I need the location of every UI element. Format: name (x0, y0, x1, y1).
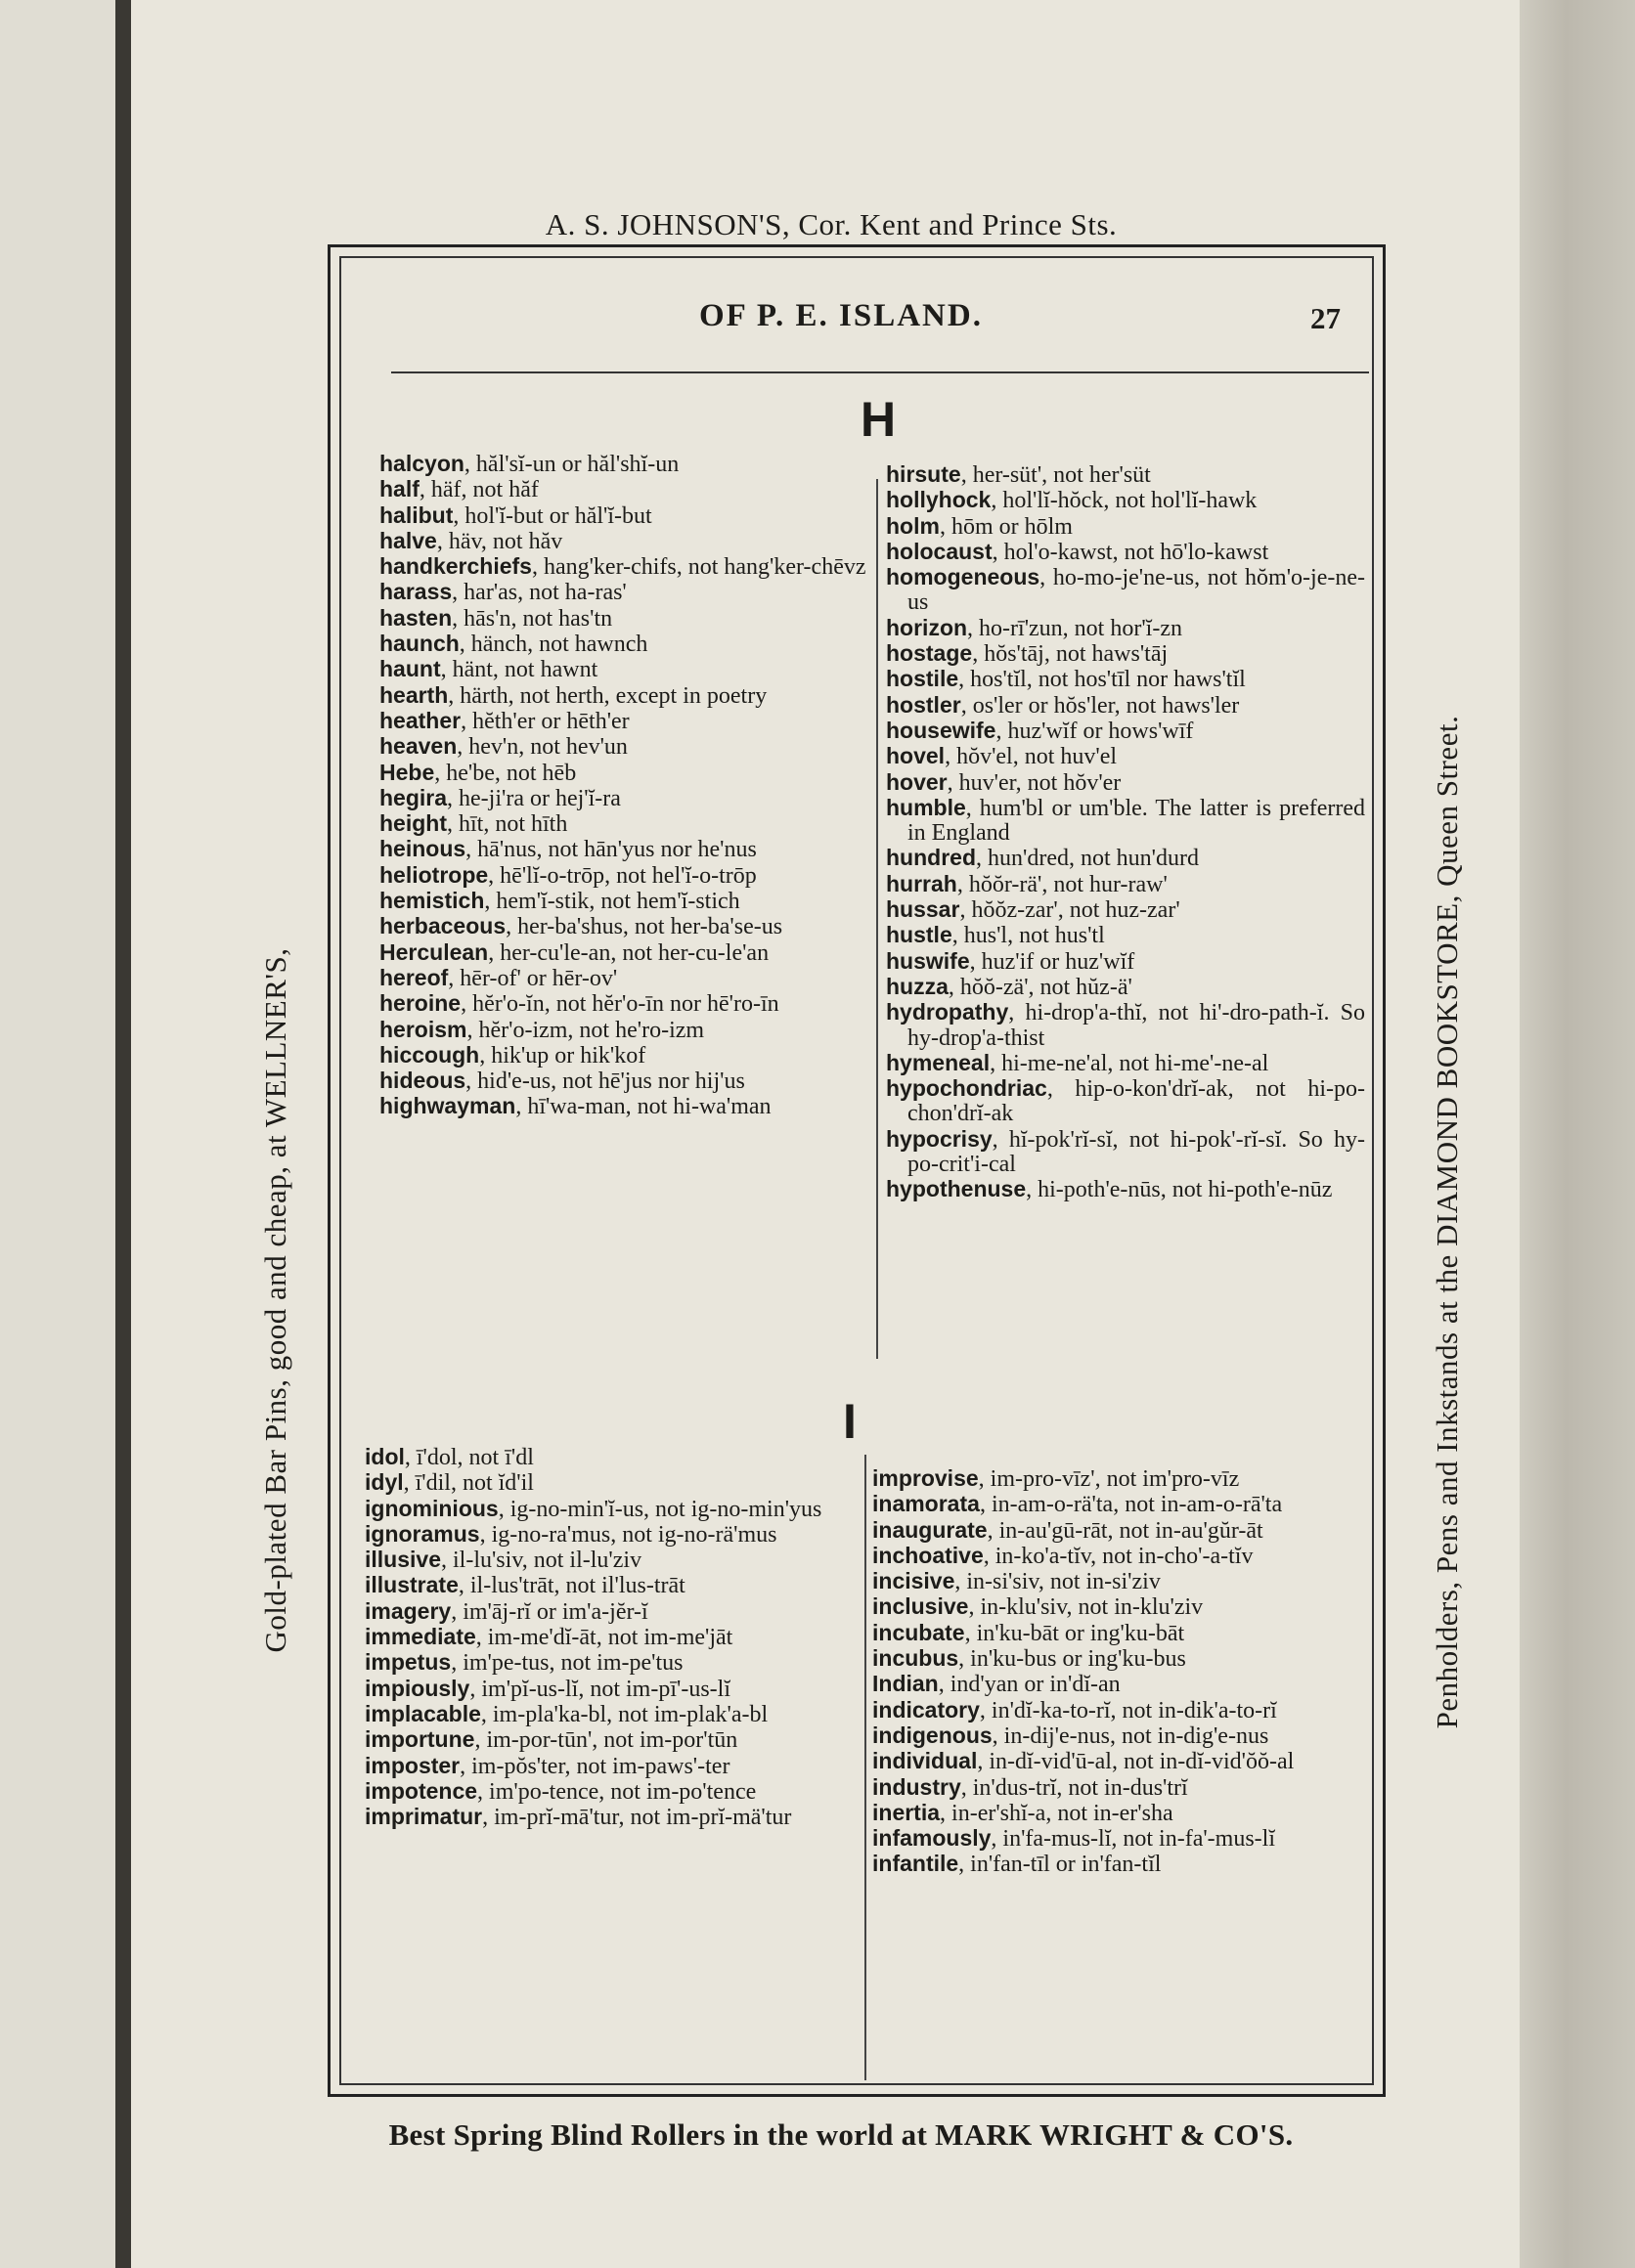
headword: hussar (886, 896, 960, 923)
section-letter-i: I (843, 1394, 857, 1449)
glossary-entry (872, 1492, 1351, 1517)
pronunciation: , hos'tĭl, not hos'tīl nor haws'tĭl (958, 667, 1246, 693)
glossary-entry (379, 683, 868, 709)
pronunciation: , har'as, not ha-ras' (452, 580, 627, 606)
headword: huswife (886, 947, 970, 974)
pronunciation: , im'pĭ-us-lĭ, not im-pī'-us-lĭ (469, 1676, 730, 1702)
glossary-entry (872, 1698, 1351, 1723)
headword: heinous (379, 836, 466, 862)
headword: impiously (365, 1675, 470, 1701)
running-head: OF P. E. ISLAND. (699, 298, 983, 333)
headword: immediate (365, 1624, 476, 1650)
glossary-entry (365, 1677, 854, 1702)
headword: impetus (365, 1649, 452, 1676)
pronunciation: , hŏv'el, not huv'el (945, 744, 1118, 770)
pronunciation: , hŏŏ-zä', not hŭz-ä' (948, 974, 1132, 1000)
headword: inclusive (872, 1593, 969, 1620)
headword: hegira (379, 784, 448, 810)
headword: imposter (365, 1752, 461, 1778)
headword: harass (379, 579, 453, 605)
headword: ignoramus (365, 1520, 480, 1547)
pronunciation: , huz'if or huz'wĭf (969, 948, 1135, 975)
glossary-entry (872, 1826, 1351, 1852)
pronunciation: , hol'ĭ-but or hăl'ĭ-but (453, 502, 652, 529)
glossary-entry (379, 632, 868, 657)
headword: huzza (886, 973, 949, 999)
headword: idyl (365, 1469, 404, 1496)
glossary-entry (886, 1127, 1365, 1178)
pronunciation: , her-cu'le-an, not her-cu-le'an (488, 939, 770, 966)
glossary-entry (886, 565, 1365, 616)
headword: hasten (379, 604, 453, 631)
glossary-entry (365, 1548, 854, 1573)
glossary-entry (379, 477, 868, 502)
glossary-entry (365, 1702, 854, 1727)
pronunciation: , in-si'siv, not in-si'ziv (954, 1569, 1161, 1595)
glossary-entry (872, 1544, 1351, 1569)
page-number: 27 (1310, 301, 1341, 335)
glossary-entry (886, 897, 1365, 923)
pronunciation: , ho-rī'zun, not hor'ĭ-zn (967, 615, 1182, 641)
pronunciation: , in-am-o-rä'ta, not in-am-o-rā'ta (979, 1492, 1283, 1518)
headword: ignominious (365, 1495, 499, 1521)
pronunciation: , ind'yan or in'dĭ-an (938, 1672, 1121, 1698)
glossary-entry (379, 811, 868, 837)
headword: haunt (379, 656, 441, 682)
pronunciation: , hi-me-ne'al, not hi-me'-ne-al (990, 1050, 1269, 1076)
pronunciation: , hun'dred, not hun'durd (976, 846, 1199, 872)
glossary-entry (365, 1599, 854, 1625)
pronunciation: , in'ku-bus or ing'ku-bus (958, 1646, 1186, 1673)
headword: incubate (872, 1619, 965, 1645)
pronunciation: , hänch, not hawnch (459, 632, 648, 658)
pronunciation: , hi-poth'e-nūs, not hi-poth'e-nūz (1026, 1177, 1333, 1203)
pronunciation: , hōm or hōlm (939, 513, 1073, 540)
headword: impotence (365, 1777, 478, 1804)
glossary-entry (379, 529, 868, 554)
pronunciation: , hi-drop'a-thĭ, not hi'-dro-path-ĭ. So hy-drop'a-thist (907, 1000, 1365, 1051)
pronunciation: , ig-no-min'ĭ-us, not ig-no-min'yus (498, 1496, 822, 1522)
glossary-entry (886, 719, 1365, 744)
pronunciation: , hol'lĭ-hŏck, not hol'lĭ-hawk (991, 488, 1258, 514)
headword: inamorata (872, 1491, 980, 1517)
headword: humble (886, 794, 966, 820)
headword: half (379, 476, 420, 502)
headword: Hebe (379, 759, 435, 785)
pronunciation: , in-au'gū-rāt, not in-au'gŭr-āt (987, 1517, 1263, 1544)
page-edge (1520, 0, 1635, 2268)
headword: hover (886, 768, 948, 795)
glossary-entry (365, 1727, 854, 1753)
pronunciation: , hās'n, not has'tn (452, 605, 613, 632)
glossary-entry (886, 540, 1365, 565)
pronunciation: , os'ler or hŏs'ler, not haws'ler (960, 692, 1240, 719)
headword: hereof (379, 964, 449, 990)
pronunciation: , ī'dol, not ī'dl (404, 1445, 534, 1470)
glossary-entry (886, 872, 1365, 897)
glossary-column-h-left (379, 452, 868, 1120)
glossary-entry (872, 1775, 1351, 1801)
pronunciation: , hol'o-kawst, not hō'lo-kawst (992, 539, 1269, 565)
glossary-entry (379, 657, 868, 682)
glossary-entry (886, 846, 1365, 871)
left-page-margin (0, 0, 127, 2268)
pronunciation: , in-dij'e-nus, not in-dig'e-nus (992, 1723, 1269, 1749)
glossary-entry (365, 1573, 854, 1598)
pronunciation: , im'po-tence, not im-po'tence (477, 1778, 757, 1805)
glossary-entry (365, 1650, 854, 1676)
pronunciation: , häf, not hăf (419, 477, 539, 503)
headword: handkerchiefs (379, 553, 532, 580)
pronunciation: , im-pŏs'ter, not im-paws'-ter (460, 1753, 730, 1779)
right-side-advertisement: Penholders, Pens and Inkstands at the DIAMOND BOOKSTORE, Queen Street. (1430, 715, 1464, 1729)
glossary-entry (886, 1177, 1365, 1202)
pronunciation: , in-er'shĭ-a, not in-er'sha (940, 1800, 1173, 1826)
glossary-entry (886, 770, 1365, 796)
pronunciation: , huz'wĭf or hows'wīf (995, 718, 1194, 744)
pronunciation: , hĕth'er or hēth'er (461, 708, 630, 734)
glossary-entry (886, 462, 1365, 488)
glossary-entry (886, 949, 1365, 975)
pronunciation: , huv'er, not hŏv'er (947, 769, 1122, 796)
headword: heroine (379, 990, 462, 1017)
glossary-entry (886, 975, 1365, 1000)
pronunciation: , in'fan-tīl or in'fan-tĭl (958, 1852, 1162, 1878)
headword: industry (872, 1773, 961, 1800)
glossary-entry (365, 1470, 854, 1496)
glossary-column-h-right (886, 462, 1365, 1203)
glossary-entry (379, 786, 868, 811)
glossary-entry (886, 796, 1365, 847)
glossary-entry (886, 923, 1365, 948)
headword: hostler (886, 691, 961, 718)
headword: hypocrisy (886, 1125, 993, 1152)
pronunciation: , he-ji'ra or hej'ĭ-ra (447, 785, 621, 811)
headword: housewife (886, 717, 996, 743)
glossary-entry (379, 1018, 868, 1043)
pronunciation: , hĭ-pok'rĭ-sĭ, not hi-pok'-rĭ-sĭ. So hy-po-crit'i-cal (907, 1126, 1365, 1178)
headword: hideous (379, 1068, 466, 1094)
pronunciation: , im-pro-vīz', not im'pro-vīz (978, 1466, 1240, 1492)
pronunciation: , he'be, not hēb (434, 760, 577, 786)
glossary-entry (886, 1051, 1365, 1076)
pronunciation: , hip-o-kon'drĭ-ak, not hi-po-chon'drĭ-ak (907, 1076, 1365, 1127)
pronunciation: , in'ku-bāt or ing'ku-bāt (964, 1620, 1185, 1646)
headword: hymeneal (886, 1049, 991, 1075)
glossary-entry (886, 744, 1365, 769)
pronunciation: , hus'l, not hus'tl (951, 923, 1105, 949)
glossary-entry (365, 1497, 854, 1522)
headword: heroism (379, 1016, 467, 1042)
glossary-entry (379, 991, 868, 1017)
pronunciation: , im'pe-tus, not im-pe'tus (451, 1650, 684, 1677)
pronunciation: , häv, not hăv (436, 528, 563, 554)
pronunciation: , im'āj-rĭ or im'a-jĕr-ĭ (451, 1598, 648, 1625)
headword: holocaust (886, 538, 993, 564)
pronunciation: , il-lus'trāt, not il'lus-trāt (458, 1573, 685, 1599)
headword: inaugurate (872, 1516, 988, 1543)
glossary-entry (379, 914, 868, 939)
glossary-entry (886, 514, 1365, 540)
pronunciation: , in'fa-mus-lĭ, not in-fa'-mus-lĭ (991, 1826, 1276, 1853)
pronunciation: , hĕr'o-izm, not he'ro-izm (466, 1017, 705, 1043)
headword: imagery (365, 1597, 452, 1624)
headword: inertia (872, 1799, 941, 1825)
pronunciation: , ig-no-ra'mus, not ig-no-rä'mus (479, 1521, 777, 1548)
glossary-entry (365, 1445, 854, 1470)
headword: heaven (379, 733, 458, 760)
headword: indigenous (872, 1722, 993, 1748)
headword: infantile (872, 1851, 959, 1877)
pronunciation: , hid'e-us, not hē'jus nor hij'us (465, 1069, 745, 1095)
pronunciation: , in-klu'siv, not in-klu'ziv (968, 1594, 1204, 1621)
pronunciation: , hā'nus, not hān'yus nor he'nus (465, 837, 757, 863)
headword: importune (365, 1726, 475, 1753)
glossary-entry (365, 1625, 854, 1650)
top-advertisement: A. S. JOHNSON'S, Cor. Kent and Prince Sts. (545, 207, 1118, 241)
glossary-entry (872, 1621, 1351, 1646)
headword: indicatory (872, 1696, 980, 1723)
headword: hurrah (886, 870, 957, 896)
headword: illusive (365, 1547, 441, 1573)
headword: hypothenuse (886, 1176, 1027, 1202)
header-rule (391, 371, 1369, 373)
glossary-entry (886, 616, 1365, 641)
glossary-entry (379, 503, 868, 529)
pronunciation: , in'dĭ-ka-to-rĭ, not in-dik'a-to-rĭ (979, 1697, 1277, 1723)
glossary-entry (872, 1569, 1351, 1594)
glossary-entry (379, 606, 868, 632)
glossary-entry (365, 1779, 854, 1805)
pronunciation: , hänt, not hawnt (440, 657, 598, 683)
glossary-column-i-right (872, 1466, 1351, 1878)
glossary-entry (886, 693, 1365, 719)
pronunciation: , hī'wa-man, not hi-wa'man (515, 1094, 772, 1120)
headword: herbaceous (379, 913, 507, 939)
glossary-entry (365, 1754, 854, 1779)
headword: hemistich (379, 888, 485, 914)
pronunciation: , hŏs'tāj, not haws'tāj (972, 641, 1169, 668)
glossary-entry (379, 1069, 868, 1094)
glossary-entry (379, 452, 868, 477)
pronunciation: , hik'up or hik'kof (479, 1042, 646, 1069)
glossary-column-i-left (365, 1445, 854, 1830)
glossary-entry (886, 1076, 1365, 1127)
glossary-entry (886, 667, 1365, 692)
glossary-entry (872, 1594, 1351, 1620)
headword: hostage (886, 640, 973, 667)
headword: halibut (379, 502, 454, 528)
glossary-entry (872, 1801, 1351, 1826)
pronunciation: , hīt, not hīth (447, 811, 568, 838)
headword: hypochondriac (886, 1075, 1047, 1102)
left-side-advertisement: Gold-plated Bar Pins, good and cheap, at WELLNER'S, (258, 947, 292, 1653)
pronunciation: , her-süt', not her'süt (960, 462, 1151, 488)
glossary-entry (379, 940, 868, 966)
pronunciation: , in-dĭ-vid'ū-al, not in-dĭ-vid'ŏŏ-al (977, 1749, 1295, 1775)
pronunciation: , im-por-tūn', not im-por'tūn (474, 1727, 738, 1754)
pronunciation: , in'dus-trĭ, not in-dus'trĭ (960, 1774, 1188, 1801)
glossary-entry (379, 709, 868, 734)
column-divider-h (876, 479, 878, 1359)
pronunciation: , in-ko'a-tĭv, not in-cho'-a-tĭv (983, 1543, 1254, 1569)
glossary-entry (379, 580, 868, 605)
headword: Indian (872, 1671, 939, 1697)
glossary-entry (365, 1805, 854, 1830)
bottom-advertisement: Best Spring Blind Rollers in the world at MARK WRIGHT & CO'S. (388, 2117, 1294, 2152)
glossary-entry (379, 554, 868, 580)
pronunciation: , hŏŏz-zar', not huz-zar' (959, 897, 1180, 924)
headword: hustle (886, 922, 952, 948)
glossary-entry (886, 1000, 1365, 1051)
pronunciation: , hŏŏr-rä', not hur-raw' (956, 871, 1168, 897)
headword: hollyhock (886, 487, 992, 513)
headword: hiccough (379, 1041, 480, 1068)
pronunciation: , hum'bl or um'ble. The latter is preferred in England (907, 795, 1365, 847)
glossary-entry (379, 734, 868, 760)
headword: incisive (872, 1568, 955, 1594)
column-divider-i (864, 1455, 866, 2080)
glossary-entry (872, 1672, 1351, 1697)
book-spine-shadow (115, 0, 131, 2268)
pronunciation: , ī'dil, not ĭd'il (403, 1470, 534, 1497)
headword: inchoative (872, 1542, 984, 1568)
headword: illustrate (365, 1572, 459, 1598)
glossary-entry (872, 1852, 1351, 1877)
headword: halve (379, 527, 437, 553)
glossary-entry (872, 1646, 1351, 1672)
glossary-entry (365, 1522, 854, 1548)
headword: infamously (872, 1825, 992, 1852)
headword: holm (886, 512, 940, 539)
headword: idol (365, 1444, 405, 1469)
pronunciation: , hăl'sĭ-un or hăl'shĭ-un (464, 452, 680, 477)
headword: heather (379, 707, 462, 733)
pronunciation: , hang'ker-chifs, not hang'ker-chēvz (531, 554, 866, 581)
pronunciation: , hem'ĭ-stik, not hem'ĭ-stich (484, 889, 740, 915)
glossary-entry (379, 889, 868, 914)
glossary-entry (379, 1043, 868, 1069)
headword: hostile (886, 666, 959, 692)
headword: implacable (365, 1700, 481, 1726)
pronunciation: , im-me'dĭ-āt, not im-me'jāt (475, 1625, 733, 1651)
glossary-entry (379, 1094, 868, 1119)
pronunciation: , hev'n, not hev'un (457, 734, 628, 761)
headword: hovel (886, 743, 946, 769)
glossary-entry (872, 1749, 1351, 1774)
glossary-entry (379, 863, 868, 889)
pronunciation: , il-lu'siv, not il-lu'ziv (440, 1548, 642, 1574)
headword: horizon (886, 614, 968, 640)
headword: hirsute (886, 461, 961, 487)
pronunciation: , härth, not herth, except in poetry (448, 682, 768, 709)
glossary-entry (379, 761, 868, 786)
glossary-entry (886, 488, 1365, 513)
headword: haunch (379, 631, 460, 657)
headword: Herculean (379, 938, 489, 965)
headword: hundred (886, 845, 976, 871)
headword: individual (872, 1748, 978, 1774)
pronunciation: , im-prĭ-mā'tur, not im-prĭ-mä'tur (482, 1805, 792, 1831)
headword: height (379, 810, 447, 837)
headword: hearth (379, 681, 449, 708)
glossary-entry (872, 1723, 1351, 1749)
headword: highwayman (379, 1093, 516, 1119)
pronunciation: , hē'lĭ-o-trōp, not hel'ĭ-o-trōp (488, 862, 757, 889)
pronunciation: , hēr-of' or hēr-ov' (448, 965, 618, 991)
headword: improvise (872, 1465, 979, 1491)
pronunciation: , ho-mo-je'ne-us, not hŏm'o-je-ne-us (907, 565, 1365, 616)
pronunciation: , hĕr'o-ĭn, not hĕr'o-īn nor hē'ro-īn (461, 991, 779, 1018)
glossary-entry (379, 837, 868, 862)
pronunciation: , her-ba'shus, not her-ba'se-us (506, 914, 783, 940)
headword: homogeneous (886, 564, 1040, 590)
glossary-entry (872, 1518, 1351, 1544)
headword: hydropathy (886, 999, 1009, 1025)
headword: halcyon (379, 451, 464, 476)
headword: incubus (872, 1645, 959, 1672)
glossary-entry (379, 966, 868, 991)
pronunciation: , im-pla'ka-bl, not im-plak'a-bl (480, 1701, 769, 1727)
section-letter-h: H (861, 392, 897, 447)
glossary-entry (886, 641, 1365, 667)
headword: imprimatur (365, 1804, 483, 1830)
glossary-entry (872, 1466, 1351, 1492)
headword: heliotrope (379, 861, 489, 888)
